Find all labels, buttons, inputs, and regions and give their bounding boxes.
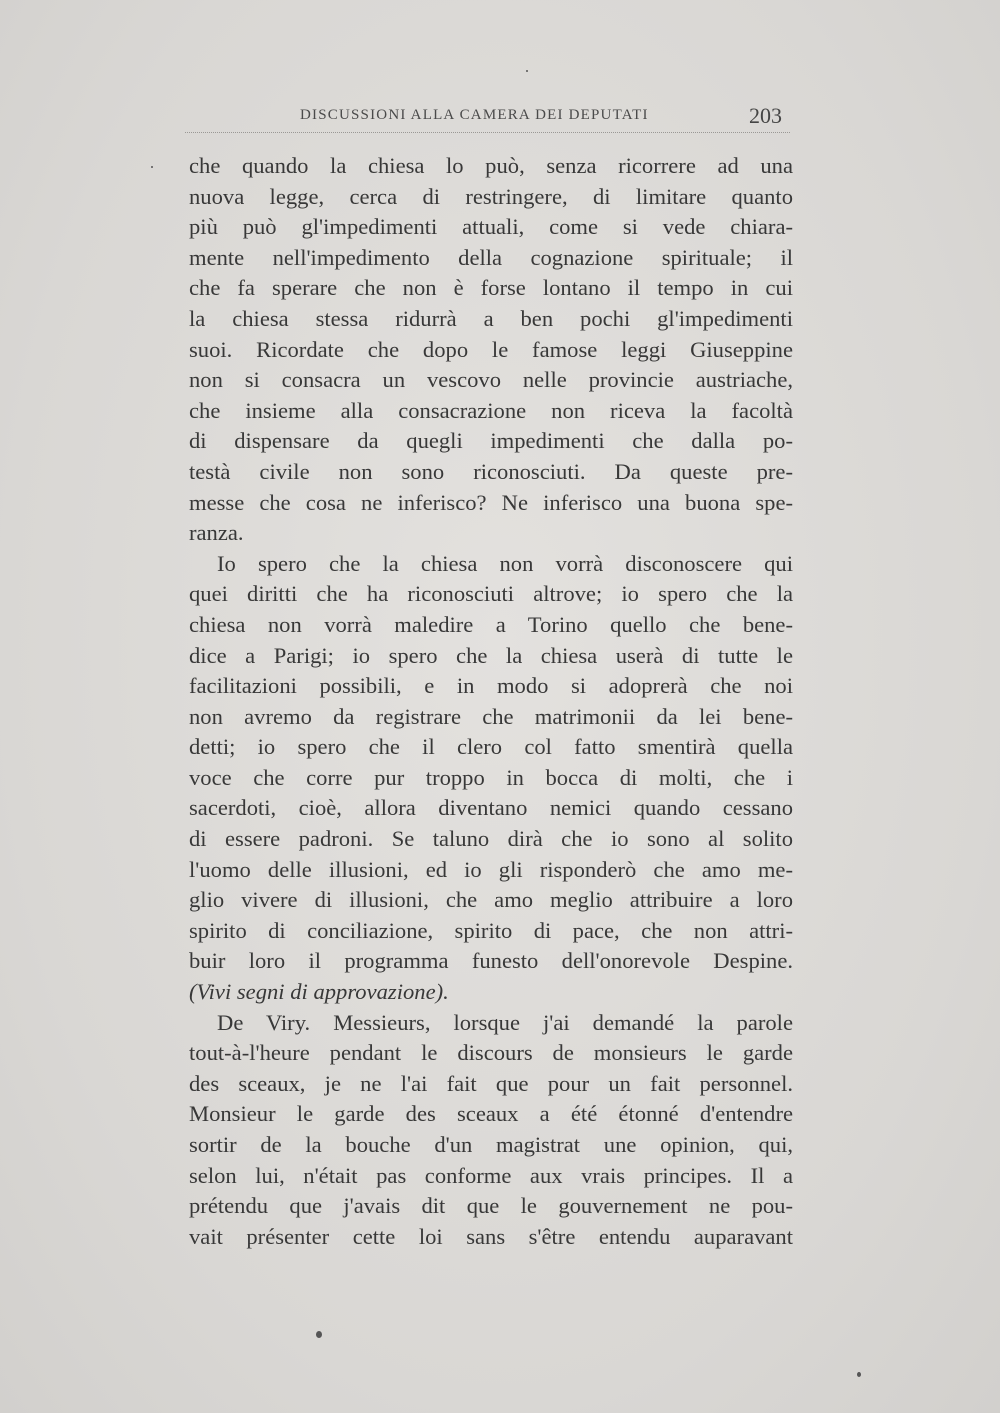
- text-line: non avremo da registrare che matrimonii da lei bene-: [189, 703, 793, 729]
- text-line: la chiesa stessa ridurrà a ben pochi gl'impedimenti: [189, 305, 793, 331]
- text-line: ranza.: [189, 520, 244, 546]
- text-line: chiesa non vorrà maledire a Torino quello che bene-: [189, 611, 793, 637]
- text-line: più può gl'impedimenti attuali, come si vede chiara-: [189, 214, 793, 240]
- text-line: vait présenter cette loi sans s'être entendu auparavant: [189, 1223, 793, 1249]
- text-line: des sceaux, je ne l'ai fait que pour un fait personnel.: [189, 1070, 793, 1096]
- text-line-italic: (Vivi segni di approvazione).: [189, 979, 449, 1005]
- page-number: 203: [749, 103, 782, 128]
- text-line: Io spero che la chiesa non vorrà disconoscere qui: [217, 550, 793, 576]
- text-line: sortir de la bouche d'un magistrat une opinion, qui,: [189, 1132, 793, 1157]
- text-line: quei diritti che ha riconosciuti altrove; io spero che la: [189, 581, 793, 607]
- text-line: selon lui, n'était pas conforme aux vrais principes. Il a: [189, 1162, 793, 1188]
- text-line: l'uomo delle illusioni, ed io gli risponderò che amo me-: [189, 856, 793, 882]
- text-line: voce che corre pur troppo in bocca di molti, che i: [189, 764, 793, 790]
- text-line: che fa sperare che non è forse lontano il tempo in cui: [189, 275, 793, 301]
- text-line: spirito di conciliazione, spirito di pace, che non attri-: [189, 917, 793, 943]
- text-line: che quando la chiesa lo può, senza ricorrere ad una: [189, 153, 793, 178]
- text-line: testà civile non sono riconosciuti. Da queste pre-: [189, 458, 793, 484]
- text-line-speaker: De Viry. Messieurs, lorsque j'ai demandé la parole: [217, 1009, 793, 1035]
- text-line: non si consacra un vescovo nelle provincie austriache,: [189, 367, 793, 393]
- text-line: di essere padroni. Se taluno dirà che io sono al solito: [189, 826, 793, 852]
- ink-speck: [857, 1372, 861, 1377]
- ink-speck: [151, 166, 153, 168]
- body-text: [189, 151, 793, 1252]
- header-rule: [185, 132, 790, 133]
- text-line: glio vivere di illusioni, che amo meglio attribuire a loro: [189, 887, 793, 913]
- running-title: DISCUSSIONI ALLA CAMERA DEI DEPUTATI: [300, 107, 649, 123]
- text-line: sacerdoti, cioè, allora diventano nemici quando cessano: [189, 795, 793, 821]
- ink-speck: [316, 1331, 322, 1338]
- text-line: che insieme alla consacrazione non riceva la facoltà: [189, 397, 793, 423]
- text-line: Monsieur le garde des sceaux a été étonné d'entendre: [189, 1101, 793, 1127]
- text-line: nuova legge, cerca di restringere, di limitare quanto: [189, 183, 793, 209]
- running-head: [300, 103, 790, 133]
- text-line: messe che cosa ne inferisco? Ne inferisco una buona spe-: [189, 489, 793, 515]
- text-line: suoi. Ricordate che dopo le famose leggi Giuseppine: [189, 336, 793, 362]
- text-line: tout-à-l'heure pendant le discours de monsieurs le garde: [189, 1040, 793, 1066]
- text-line: prétendu que j'avais dit que le gouvernement ne pou-: [189, 1193, 793, 1219]
- text-line: dice a Parigi; io spero che la chiesa userà di tutte le: [189, 642, 793, 668]
- ink-speck: [526, 70, 528, 72]
- text-line: facilitazioni possibili, e in modo si adoprerà che noi: [189, 673, 793, 699]
- text-line: buir loro il programma funesto dell'onorevole Despine.: [189, 948, 793, 974]
- text-line: mente nell'impedimento della cognazione spirituale; il: [189, 244, 793, 270]
- text-line: di dispensare da quegli impedimenti che dalla po-: [189, 428, 793, 454]
- text-line: detti; io spero che il clero col fatto smentirà quella: [189, 734, 793, 760]
